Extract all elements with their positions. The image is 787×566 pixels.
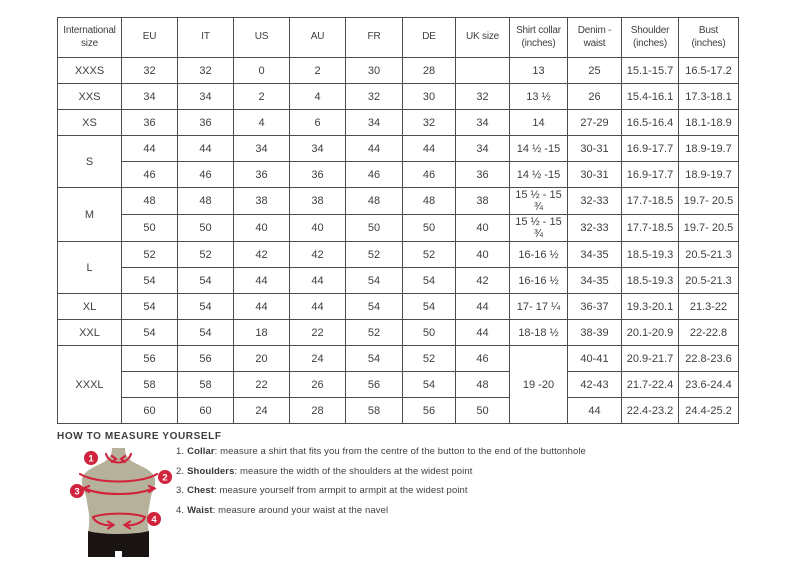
instruction-term: Chest [187,485,215,496]
table-cell: 24 [290,346,346,372]
table-cell: 48 [178,188,234,215]
table-cell: 14 [510,110,568,136]
table-cell: 22.8-23.6 [679,346,739,372]
table-cell: 15.4-16.1 [622,84,679,110]
table-cell: 27-29 [568,110,622,136]
table-cell: 34 [456,110,510,136]
table-cell: 34 [456,136,510,162]
table-cell: 20.5-21.3 [679,268,739,294]
table-cell: 20.9-21.7 [622,346,679,372]
table-cell: 32 [178,58,234,84]
table-cell: 14 ½ -15 [510,136,568,162]
size-label-cell: XXL [58,320,122,346]
table-cell: 52 [403,242,456,268]
column-header: IT [178,18,234,58]
table-cell: 52 [346,242,403,268]
table-cell: 38 [290,188,346,215]
table-cell: 32 [346,84,403,110]
table-cell: 54 [122,268,178,294]
table-row [58,398,739,424]
table-row [58,188,739,215]
table-cell: 15 ½ - 15 ¾ [510,215,568,242]
table-cell: 56 [403,398,456,424]
table-cell: 18.5-19.3 [622,242,679,268]
table-cell: 36 [234,162,290,188]
table-cell: 60 [178,398,234,424]
table-cell [456,58,510,84]
column-header: AU [290,18,346,58]
table-cell: 44 [456,320,510,346]
table-cell: 44 [178,136,234,162]
instruction-term: Shoulders [187,465,235,477]
table-cell: 16-16 ½ [510,242,568,268]
instruction-text: : measure the width of the shoulders at the widest point [234,465,473,477]
table-cell: 25 [568,58,622,84]
size-label-cell: M [58,188,122,242]
table-cell: 50 [122,215,178,242]
table-cell: 38 [234,188,290,215]
table-cell: 18.9-19.7 [679,136,739,162]
table-cell: 34 [290,136,346,162]
marker-4-number: 4 [151,514,157,526]
table-cell: 34-35 [568,268,622,294]
table-cell: 58 [178,372,234,398]
table-cell: 58 [122,372,178,398]
table-cell: 15 ½ - 15 ¾ [510,188,568,215]
table-cell: 19.7- 20.5 [679,215,739,242]
size-chart-body [58,58,739,424]
table-cell: 16.5-16.4 [622,110,679,136]
instruction-shoulders [176,466,586,477]
table-cell: 54 [122,320,178,346]
table-cell: 40 [234,215,290,242]
table-cell: 36 [122,110,178,136]
table-cell: 48 [122,188,178,215]
instruction-collar [176,446,586,457]
size-label-cell: XXS [58,84,122,110]
table-cell: 22.4-23.2 [622,398,679,424]
table-cell: 22-22.8 [679,320,739,346]
table-cell: 60 [122,398,178,424]
measure-section-title: HOW TO MEASURE YOURSELF [57,431,222,442]
table-cell: 13 ½ [510,84,568,110]
table-cell: 15.1-15.7 [622,58,679,84]
table-cell: 20.1-20.9 [622,320,679,346]
table-cell: 20 [234,346,290,372]
table-cell: 26 [568,84,622,110]
table-cell: 16.5-17.2 [679,58,739,84]
table-row [58,268,739,294]
table-cell: 54 [178,320,234,346]
table-cell: 44 [234,268,290,294]
table-cell: 46 [178,162,234,188]
table-cell: 52 [122,242,178,268]
table-cell: 28 [290,398,346,424]
table-cell: 21.3-22 [679,294,739,320]
instruction-number: 2. [176,465,185,477]
table-cell: 58 [346,398,403,424]
table-cell: 16.9-17.7 [622,162,679,188]
table-cell: 19.3-20.1 [622,294,679,320]
table-cell: 17.3-18.1 [679,84,739,110]
column-header: DE [403,18,456,58]
table-cell: 2 [290,58,346,84]
table-cell: 44 [346,136,403,162]
table-cell: 52 [346,320,403,346]
table-cell: 50 [346,215,403,242]
table-cell: 20.5-21.3 [679,242,739,268]
table-cell: 54 [403,268,456,294]
table-cell: 18-18 ½ [510,320,568,346]
table-cell: 54 [122,294,178,320]
table-cell: 54 [403,294,456,320]
table-cell: 50 [403,215,456,242]
instruction-number: 1. [176,446,185,457]
table-cell: 38 [456,188,510,215]
instruction-text: : measure a shirt that fits you from the centre of the button to the end of the buttonhole [214,446,586,457]
column-header: Shirt collar (inches) [510,18,568,58]
table-cell: 4 [290,84,346,110]
table-row [58,320,739,346]
marker-2-number: 2 [162,472,168,484]
table-cell: 36 [456,162,510,188]
table-cell: 40-41 [568,346,622,372]
table-cell: 30-31 [568,136,622,162]
column-header: International size [58,18,122,58]
table-cell: 23.6-24.4 [679,372,739,398]
table-row [58,162,739,188]
column-header: UK size [456,18,510,58]
table-cell: 34 [178,84,234,110]
table-cell: 36 [178,110,234,136]
table-cell: 56 [178,346,234,372]
table-cell: 18.5-19.3 [622,268,679,294]
table-cell: 42 [290,242,346,268]
table-cell: 17.7-18.5 [622,188,679,215]
table-cell: 18.9-19.7 [679,162,739,188]
table-row [58,346,739,372]
instruction-waist [176,505,586,516]
table-cell: 30 [346,58,403,84]
table-cell: 21.7-22.4 [622,372,679,398]
marker-3-number: 3 [74,486,80,498]
table-cell: 50 [403,320,456,346]
table-cell: 54 [346,268,403,294]
table-cell: 32-33 [568,188,622,215]
table-row [58,58,739,84]
table-cell: 22 [234,372,290,398]
size-chart-table [57,17,739,424]
instruction-number: 4. [176,504,185,516]
size-chart-header [58,18,739,58]
table-cell: 34 [122,84,178,110]
instruction-term: Collar [187,446,215,457]
table-cell: 40 [456,215,510,242]
table-cell: 40 [456,242,510,268]
table-cell: 0 [234,58,290,84]
table-cell: 52 [403,346,456,372]
table-row [58,110,739,136]
table-cell: 46 [403,162,456,188]
mannequin-figure-icon [68,446,175,564]
column-header: Shoulder (inches) [622,18,679,58]
table-cell: 32 [456,84,510,110]
column-header: EU [122,18,178,58]
table-row [58,294,739,320]
column-header: FR [346,18,403,58]
table-cell: 6 [290,110,346,136]
column-header: Bust (inches) [679,18,739,58]
table-row [58,242,739,268]
table-cell: 14 ½ -15 [510,162,568,188]
table-cell: 19 -20 [510,346,568,424]
size-label-cell: S [58,136,122,188]
table-cell: 46 [122,162,178,188]
table-cell: 42-43 [568,372,622,398]
table-cell: 54 [346,346,403,372]
table-cell: 24 [234,398,290,424]
table-row [58,136,739,162]
table-cell: 32 [403,110,456,136]
table-cell: 4 [234,110,290,136]
table-cell: 44 [234,294,290,320]
table-cell: 46 [456,346,510,372]
table-cell: 32-33 [568,215,622,242]
table-cell: 44 [403,136,456,162]
table-cell: 38-39 [568,320,622,346]
table-cell: 17.7-18.5 [622,215,679,242]
table-cell: 44 [456,294,510,320]
table-cell: 34 [234,136,290,162]
table-cell: 56 [346,372,403,398]
table-cell: 22 [290,320,346,346]
table-cell: 34 [346,110,403,136]
table-cell: 48 [456,372,510,398]
table-cell: 30-31 [568,162,622,188]
table-cell: 16-16 ½ [510,268,568,294]
column-header: US [234,18,290,58]
table-cell: 32 [122,58,178,84]
instruction-text: : measure around your waist at the navel [212,504,389,516]
table-cell: 54 [403,372,456,398]
instruction-term: Waist [187,504,213,516]
measure-instructions [176,446,586,524]
table-cell: 16.9-17.7 [622,136,679,162]
table-cell: 42 [234,242,290,268]
table-cell: 17- 17 ¼ [510,294,568,320]
table-cell: 28 [403,58,456,84]
table-row [58,215,739,242]
marker-1-number: 1 [88,453,94,465]
table-cell: 48 [346,188,403,215]
table-cell: 36-37 [568,294,622,320]
table-cell: 2 [234,84,290,110]
table-cell: 50 [456,398,510,424]
table-cell: 54 [346,294,403,320]
table-cell: 44 [290,268,346,294]
table-cell: 50 [178,215,234,242]
instruction-chest [176,485,586,496]
table-cell: 36 [290,162,346,188]
table-cell: 54 [178,268,234,294]
table-cell: 18 [234,320,290,346]
table-cell: 40 [290,215,346,242]
pants-shape [88,531,149,557]
table-row [58,372,739,398]
size-chart-section [57,17,739,424]
table-cell: 34-35 [568,242,622,268]
table-cell: 26 [290,372,346,398]
instruction-number: 3. [176,485,185,496]
table-cell: 48 [403,188,456,215]
instruction-text: : measure yourself from armpit to armpit at the widest point [214,485,468,496]
table-cell: 18.1-18.9 [679,110,739,136]
table-cell: 44 [290,294,346,320]
table-cell: 56 [122,346,178,372]
table-cell: 13 [510,58,568,84]
table-cell: 52 [178,242,234,268]
table-cell: 19.7- 20.5 [679,188,739,215]
measure-figure [68,446,175,564]
size-label-cell: XXXL [58,346,122,424]
table-cell: 24.4-25.2 [679,398,739,424]
column-header: Denim - waist [568,18,622,58]
table-cell: 46 [346,162,403,188]
size-label-cell: XXXS [58,58,122,84]
table-cell: 42 [456,268,510,294]
table-cell: 30 [403,84,456,110]
table-row [58,84,739,110]
size-label-cell: XL [58,294,122,320]
size-label-cell: XS [58,110,122,136]
size-label-cell: L [58,242,122,294]
table-cell: 44 [122,136,178,162]
table-cell: 44 [568,398,622,424]
table-cell: 54 [178,294,234,320]
